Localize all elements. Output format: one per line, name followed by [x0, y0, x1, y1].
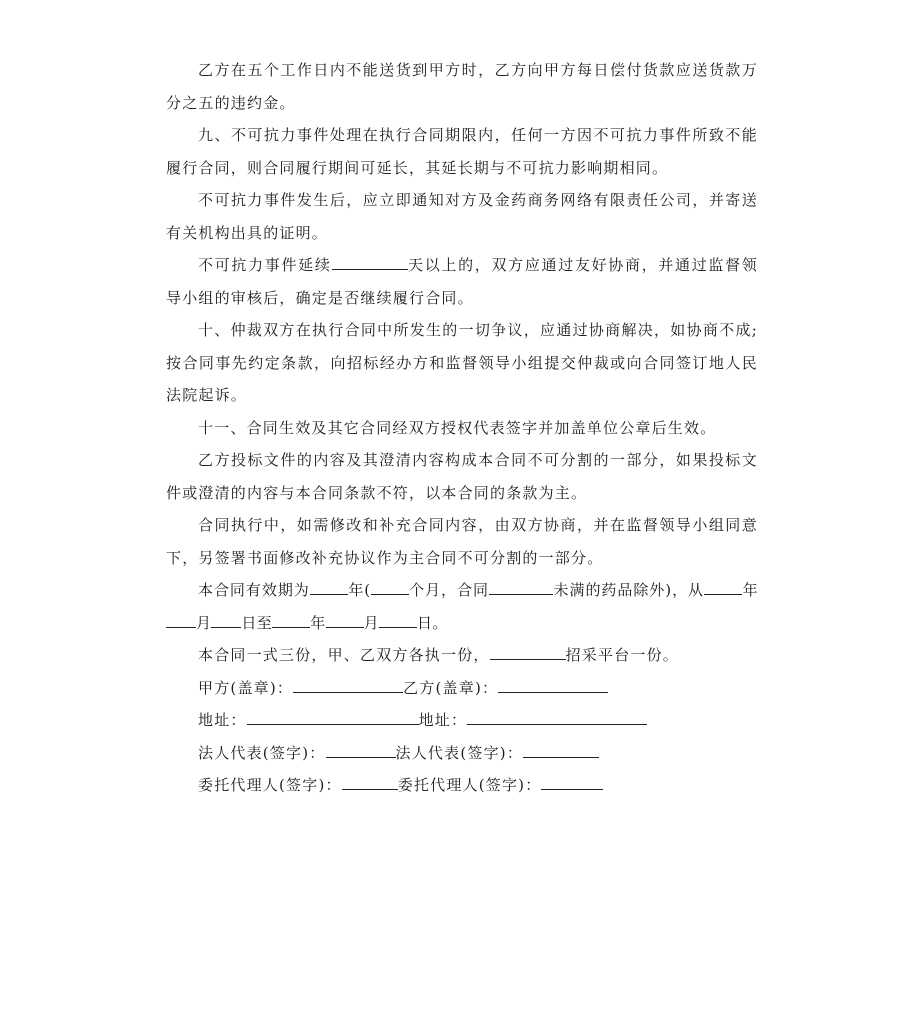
arbitration-clause-paragraph: 十、仲裁双方在执行合同中所发生的一切争议，应通过协商解决，如协商不成;按合同事先约定条款，向招标经办方和监督领导小组提交仲裁或向合同签订地人民法院起诉。: [166, 321, 758, 404]
validity-text: 月: [196, 613, 212, 632]
start-year-blank[interactable]: [704, 580, 742, 595]
party-b-legal-rep-blank[interactable]: [523, 743, 599, 758]
validity-years-blank[interactable]: [310, 580, 348, 595]
party-a-legal-rep-label: 法人代表(签字)：: [198, 743, 326, 762]
party-b-seal-label: 乙方(盖章)：: [403, 678, 499, 697]
validity-text: 年(: [347, 581, 371, 599]
validity-text: 年: [310, 613, 326, 632]
delay-prefix: 不可抗力事件延续: [198, 256, 332, 274]
address-row: [166, 704, 758, 737]
validity-text: 本合同有效期为: [198, 581, 310, 599]
force-majeure-clause-paragraph: 九、不可抗力事件处理在执行合同期限内，任何一方因不可抗力事件所致不能履行合同，则合同履行期间可延长，其延长期与不可抗力影响期相同。: [166, 126, 758, 177]
validity-exception-blank[interactable]: [489, 580, 553, 595]
agent-row: [166, 769, 758, 802]
validity-text: 个月，合同: [408, 581, 489, 599]
party-a-seal-label: 甲方(盖章)：: [198, 678, 294, 697]
contract-effect-paragraph: 十一、合同生效及其它合同经双方授权代表签字并加盖单位公章后生效。: [198, 418, 717, 437]
late-delivery-penalty-paragraph: 乙方在五个工作日内不能送货到甲方时，乙方向甲方每日偿付货款应送货款万分之五的违约金。: [166, 61, 758, 112]
contract-copies-paragraph: [166, 639, 758, 672]
validity-months-blank[interactable]: [371, 580, 409, 595]
end-day-blank[interactable]: [379, 613, 417, 628]
validity-text: 月: [363, 613, 380, 632]
contract-page: [166, 54, 758, 802]
party-a-address-blank[interactable]: [247, 710, 419, 725]
start-month-blank[interactable]: [166, 613, 196, 628]
copies-holder-blank[interactable]: [490, 645, 566, 660]
party-b-agent-label: 委托代理人(签字)：: [397, 776, 542, 794]
validity-text: 未满的药品除外)，从: [552, 581, 705, 599]
validity-text: 日至: [241, 613, 273, 632]
contract-amendment-paragraph: 合同执行中，如需修改和补充合同内容，由双方协商，并在监督领导小组同意下，另签署书面修改补充协议作为主合同不可分割的一部分。: [166, 516, 758, 567]
seal-row: [166, 672, 758, 705]
party-a-seal-blank[interactable]: [293, 678, 403, 693]
copies-suffix: 招采平台一份。: [565, 646, 680, 664]
party-a-address-label: 地址：: [198, 711, 247, 729]
validity-text: 年: [742, 581, 758, 599]
force-majeure-delay-paragraph: [166, 249, 758, 314]
validity-period-paragraph: [166, 574, 758, 639]
delay-days-blank[interactable]: [332, 255, 408, 270]
validity-text: 日。: [417, 613, 448, 632]
end-year-blank[interactable]: [272, 613, 310, 628]
party-b-agent-blank[interactable]: [541, 775, 603, 790]
force-majeure-notice-paragraph: 不可抗力事件发生后，应立即通知对方及金药商务网络有限责任公司，并寄送有关机构出具的证明。: [166, 191, 758, 242]
party-b-seal-blank[interactable]: [498, 678, 608, 693]
party-b-legal-rep-label: 法人代表(签字)：: [395, 743, 524, 762]
party-b-address-label: 地址：: [418, 711, 468, 729]
bid-documents-paragraph: 乙方投标文件的内容及其澄清内容构成本合同不可分割的一部分，如果投标文件或澄清的内容与本合同条款不符，以本合同的条款为主。: [166, 451, 758, 502]
copies-prefix: 本合同一式三份，甲、乙双方各执一份，: [198, 646, 490, 664]
delay-suffix: 天以上的，双方应通过友好协商，并通过监督领导小组的审核后，确定是否继续履行合同。: [166, 256, 758, 307]
legal-rep-row: [166, 737, 758, 770]
party-a-agent-label: 委托代理人(签字)：: [198, 776, 342, 794]
party-a-agent-blank[interactable]: [342, 775, 398, 790]
end-month-blank[interactable]: [326, 613, 364, 628]
party-a-legal-rep-blank[interactable]: [326, 743, 396, 758]
start-day-blank[interactable]: [211, 613, 241, 628]
party-b-address-blank[interactable]: [467, 710, 647, 725]
